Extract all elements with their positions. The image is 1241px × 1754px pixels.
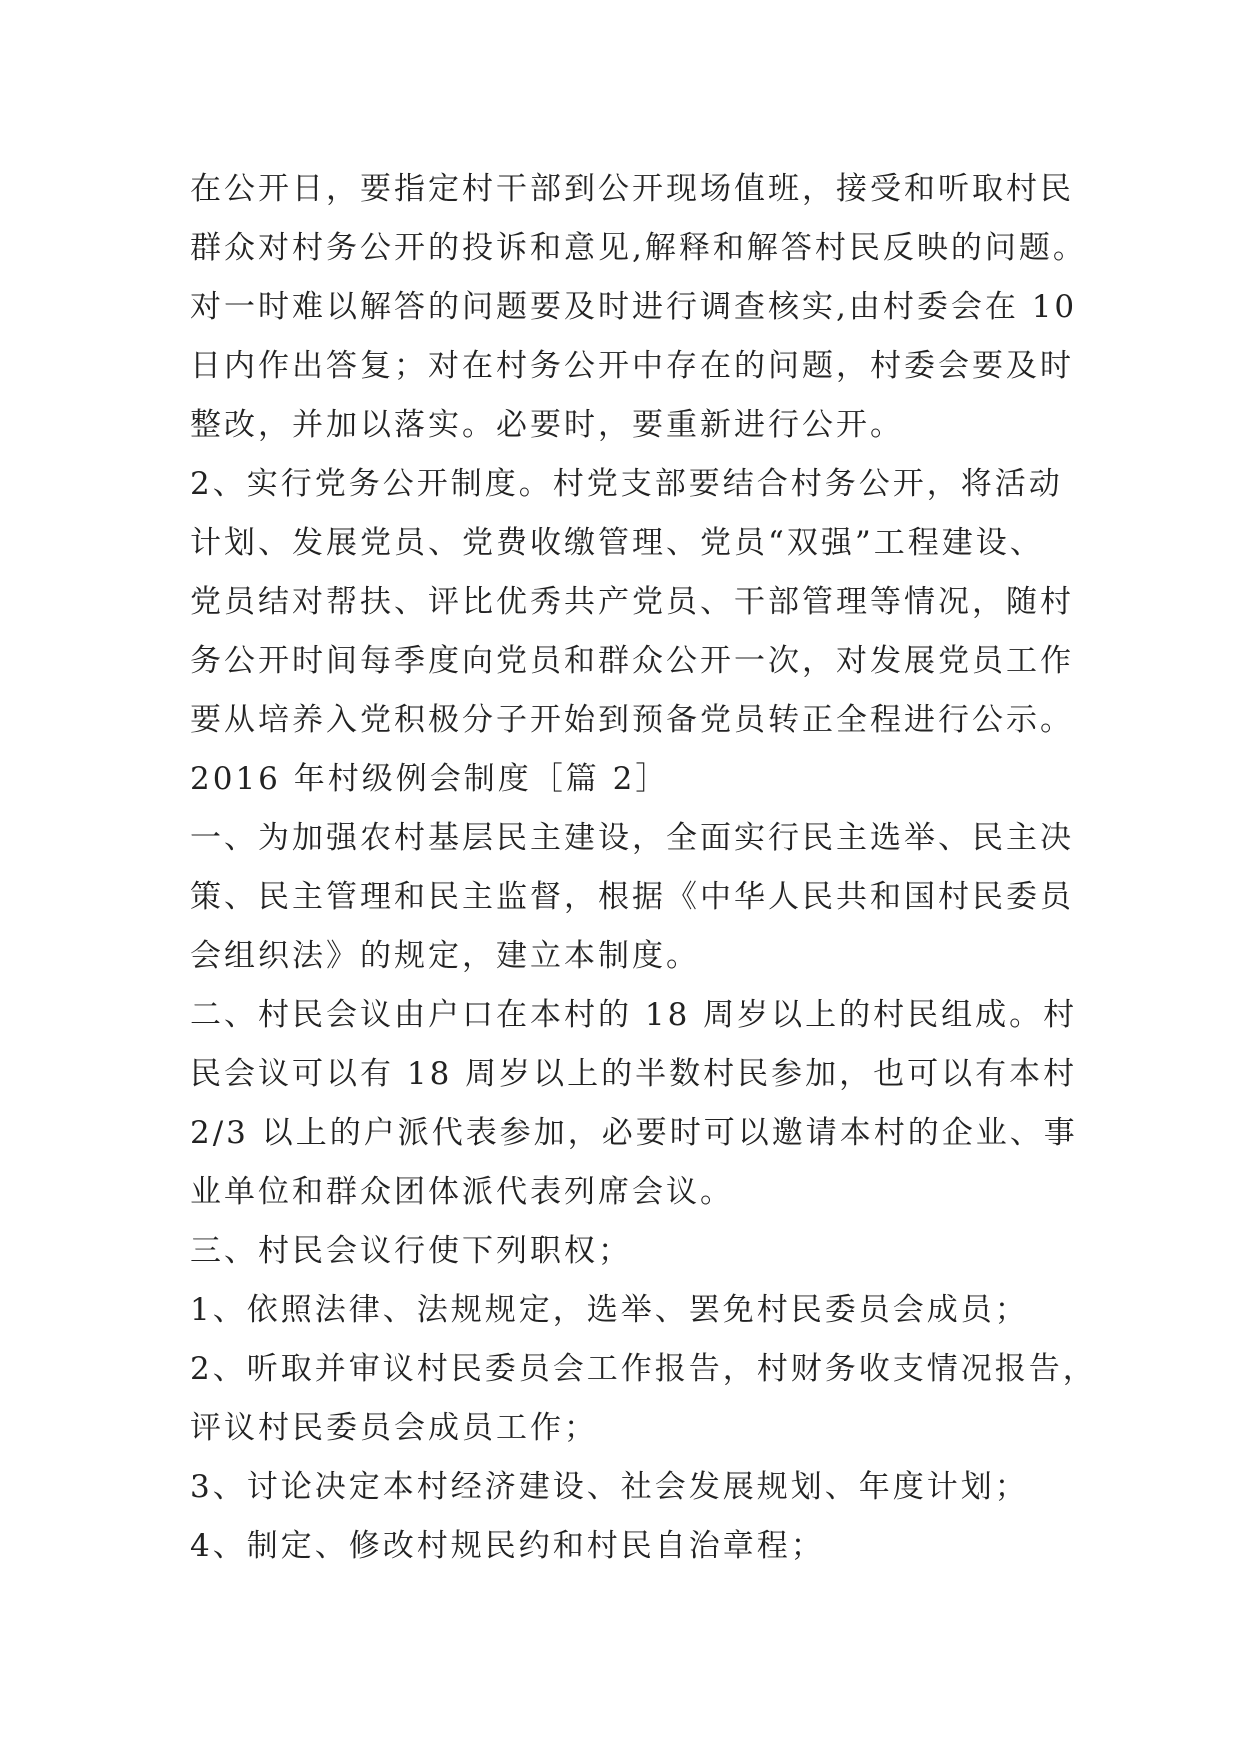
text-line: 2、听取并审议村民委员会工作报告，村财务收支情况报告， (190, 1351, 1097, 1387)
text-line: 会组织法》的规定，建立本制度。 (190, 938, 700, 974)
section-heading: 2016 年村级例会制度［篇 2］ (190, 761, 670, 797)
text-line: 务公开时间每季度向党员和群众公开一次，对发展党员工作 (190, 643, 1074, 679)
text-line: 整改，并加以落实。必要时，要重新进行公开。 (190, 407, 904, 443)
text-line: 在公开日，要指定村干部到公开现场值班，接受和听取村民 (190, 171, 1074, 207)
text-line: 业单位和群众团体派代表列席会议。 (190, 1174, 734, 1210)
text-line: 4、制定、修改村规民约和村民自治章程； (190, 1528, 825, 1564)
text-line: 要从培养入党积极分子开始到预备党员转正全程进行公示。 (190, 702, 1074, 738)
text-line: 党员结对帮扶、评比优秀共产党员、干部管理等情况，随村 (190, 584, 1074, 620)
text-line: 计划、发展党员、党费收缴管理、党员“双强”工程建设、 (190, 525, 1044, 561)
document-body (190, 160, 1097, 1576)
text-line: 民会议可以有 18 周岁以上的半数村民参加，也可以有本村 (190, 1056, 1078, 1092)
text-line: 一、为加强农村基层民主建设，全面实行民主选举、民主决 (190, 820, 1074, 856)
text-line: 日内作出答复；对在村务公开中存在的问题，村委会要及时 (190, 348, 1074, 384)
text-line: 对一时难以解答的问题要及时进行调查核实,由村委会在 10 (190, 289, 1078, 325)
text-line: 二、村民会议由户口在本村的 18 周岁以上的村民组成。村 (190, 997, 1078, 1033)
text-line: 评议村民委员会成员工作； (190, 1410, 598, 1446)
text-line: 三、村民会议行使下列职权； (190, 1233, 632, 1269)
text-line: 2、实行党务公开制度。村党支部要结合村务公开，将活动 (190, 466, 1063, 502)
text-line: 3、讨论决定本村经济建设、社会发展规划、年度计划； (190, 1469, 1029, 1505)
text-line: 2/3 以上的户派代表参加，必要时可以邀请本村的企业、事 (190, 1115, 1078, 1151)
text-line: 策、民主管理和民主监督，根据《中华人民共和国村民委员 (190, 879, 1074, 915)
text-line: 1、依照法律、法规规定，选举、罢免村民委员会成员； (190, 1292, 1029, 1328)
text-line: 群众对村务公开的投诉和意见,解释和解答村民反映的问题。 (190, 230, 1087, 266)
